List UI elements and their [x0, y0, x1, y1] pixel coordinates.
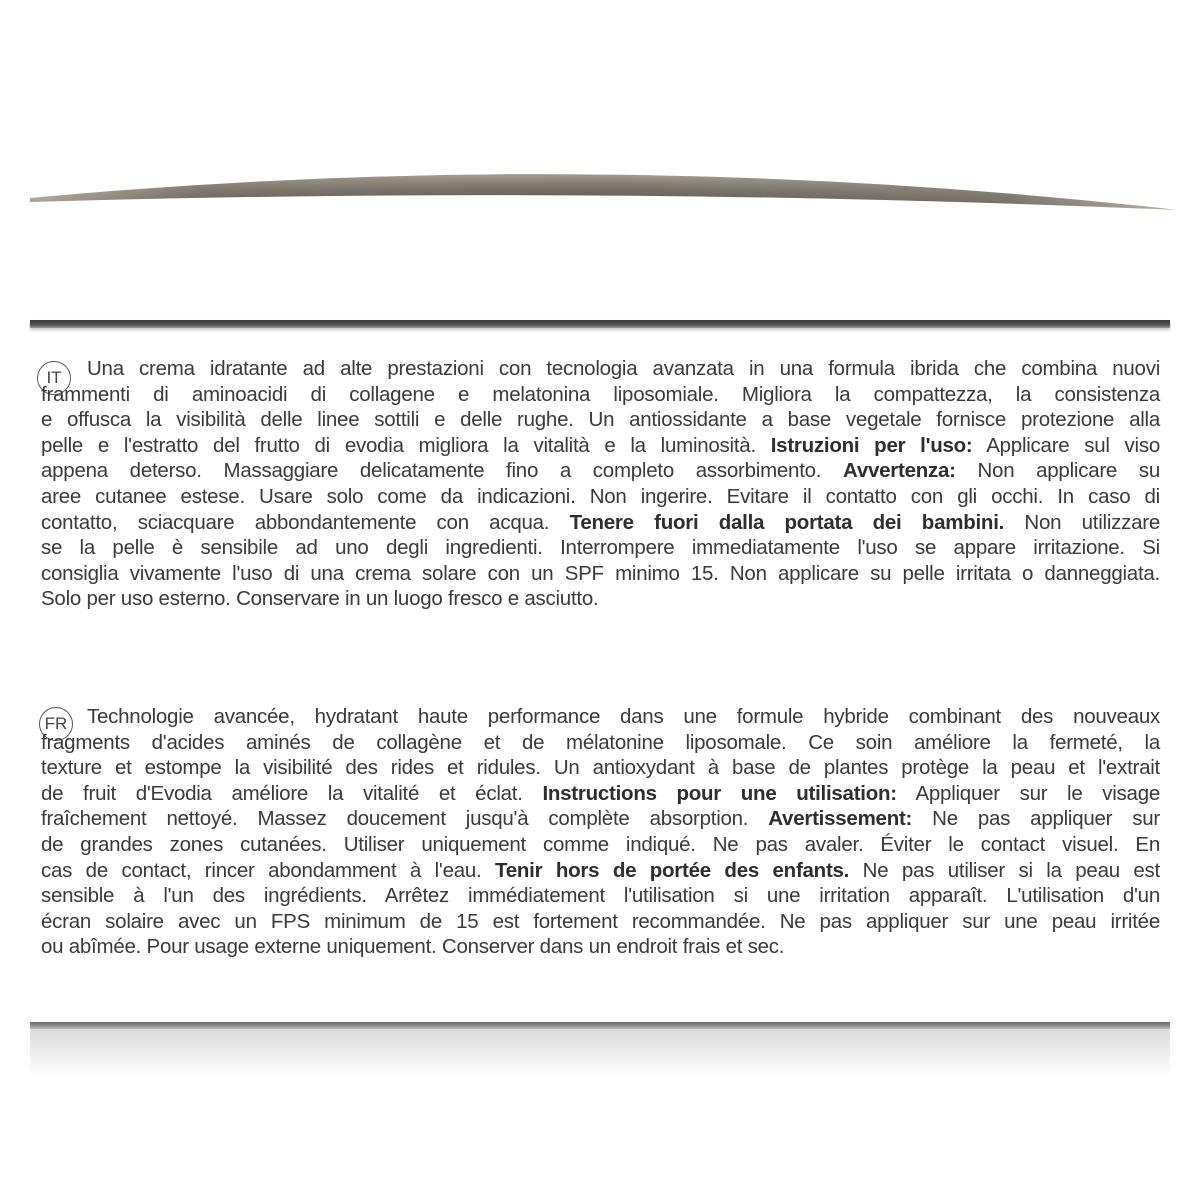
- text-line: [41, 806, 1160, 832]
- language-badge-it: IT: [37, 361, 71, 395]
- jar-upper-band: [30, 320, 1170, 328]
- text-line: [41, 730, 1160, 756]
- text-line: [41, 484, 1160, 510]
- text-line: [41, 586, 1160, 612]
- italian-description: [41, 356, 1160, 612]
- text-line: [41, 832, 1160, 858]
- text-line: [41, 561, 1160, 587]
- bold-text: Tenir hors de portée des enfants.: [495, 858, 850, 882]
- text-line: [41, 510, 1160, 536]
- text-line: [41, 858, 1160, 884]
- text-line: [41, 458, 1160, 484]
- text-segment: Una crema idratante ad alte prestazioni con tecnologia avanzata in una formula ibrida che combina nuovi: [87, 357, 1160, 380]
- text-segment: pelle e l'estratto del frutto di evodia migliora la vitalità e la luminosità.: [41, 433, 771, 457]
- text-line: [41, 433, 1160, 459]
- text-line: [41, 382, 1160, 408]
- text-segment: fragments d'acides aminés de collagène et de mélatonine liposomale. Ce soin améliore la fermeté, la: [41, 730, 1160, 754]
- text-segment: appena deterso. Massaggiare delicatamente fino a completo assorbimento.: [41, 459, 844, 483]
- text-segment: Technologie avancée, hydratant haute performance dans une formule hybride combinant des nouveaux: [87, 705, 1160, 728]
- text-segment: Ne pas appliquer sur: [912, 807, 1160, 831]
- text-segment: frammenti di aminoacidi di collagene e melatonina liposomiale. Migliora la compattezza, la consistenza: [41, 382, 1160, 406]
- text-segment: Applicare sul viso: [972, 433, 1161, 457]
- french-description: [41, 704, 1160, 960]
- bold-text: Istruzioni per l'uso:: [770, 433, 973, 457]
- text-segment: sensible à l'un des ingrédients. Arrêtez immédiatement l'utilisation si une irritation apparaît. L'utilisation d'un: [41, 884, 1160, 908]
- text-segment: e offusca la visibilità delle linee sottili e delle rughe. Un antiossidante a base vegetale fornisce protezione alla: [41, 408, 1160, 432]
- text-segment: se la pelle è sensibile ad uno degli ingredienti. Interrompere immediatamente l'uso se appare irritazione. Si: [41, 536, 1160, 560]
- jar-lower-band: [30, 1022, 1170, 1029]
- text-segment: de fruit d'Evodia améliore la vitalité et éclat.: [41, 781, 543, 805]
- text-line: [41, 535, 1160, 561]
- text-line: [41, 909, 1160, 935]
- bold-text: Tenere fuori dalla portata dei bambini.: [569, 510, 1005, 534]
- jar-lower-shadow: [30, 1029, 1170, 1077]
- text-segment: Non utilizzare: [1004, 510, 1161, 534]
- jar-lid-rim: [0, 150, 1200, 230]
- text-line: [41, 781, 1160, 807]
- language-badge-fr: FR: [39, 707, 73, 741]
- bold-text: Avertissement:: [768, 807, 913, 831]
- text-line: [41, 356, 1160, 382]
- text-segment: de grandes zones cutanées. Utiliser uniquement comme indiqué. Ne pas avaler. Éviter le contact visuel. En: [41, 832, 1160, 856]
- text-segment: Non applicare su: [955, 459, 1160, 483]
- text-segment: texture et estompe la visibilité des rides et ridules. Un antioxydant à base de plantes protège la peau et l'extrait: [41, 756, 1160, 780]
- text-segment: consiglia vivamente l'uso di una crema solare con un SPF minimo 15. Non applicare su pelle irritata o danneggiata.: [41, 561, 1160, 585]
- text-segment: contatto, sciacquare abbondantemente con acqua.: [41, 510, 570, 534]
- text-segment: ou abîmée. Pour usage externe uniquement. Conserver dans un endroit frais et sec.: [41, 935, 785, 959]
- text-segment: fraîchement nettoyé. Massez doucement jusqu'à complète absorption.: [41, 807, 769, 831]
- text-segment: cas de contact, rincer abondamment à l'eau.: [41, 858, 495, 882]
- text-segment: Ne pas utiliser si la peau est: [849, 858, 1161, 882]
- text-line: [41, 407, 1160, 433]
- text-line: [41, 934, 1160, 960]
- text-line: [41, 755, 1160, 781]
- text-line: [41, 883, 1160, 909]
- text-segment: écran solaire avec un FPS minimum de 15 est fortement recommandée. Ne pas appliquer sur une peau irritée: [41, 909, 1160, 933]
- text-line: [41, 704, 1160, 730]
- text-segment: Solo per uso esterno. Conservare in un luogo fresco e asciutto.: [41, 587, 599, 611]
- text-segment: aree cutanee estese. Usare solo come da indicazioni. Non ingerire. Evitare il contatto con gli occhi. In caso di: [41, 484, 1160, 508]
- bold-text: Instructions pour une utilisation:: [542, 781, 897, 805]
- bold-text: Avvertenza:: [843, 459, 956, 483]
- text-segment: Appliquer sur le visage: [896, 781, 1160, 805]
